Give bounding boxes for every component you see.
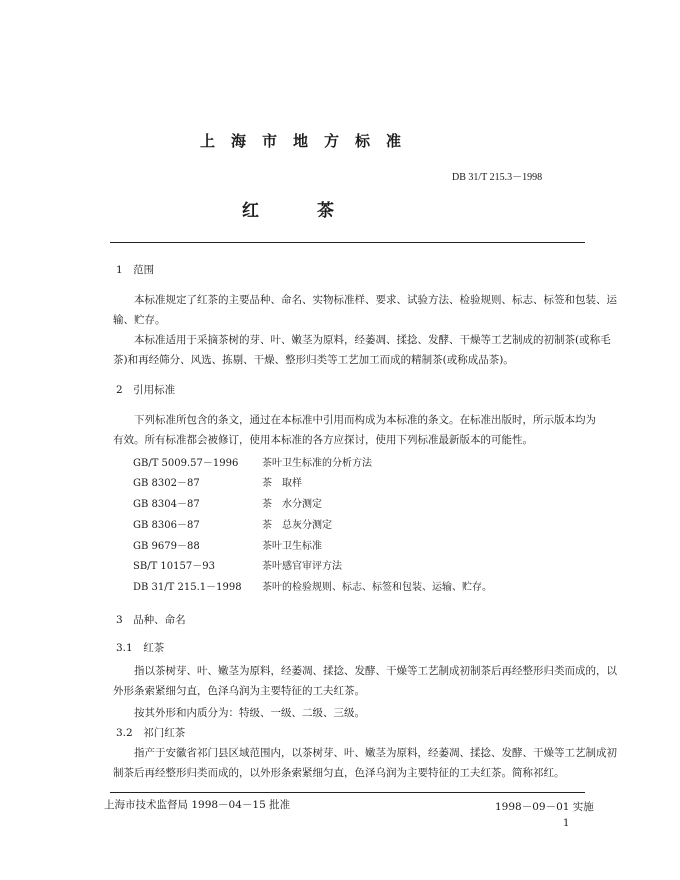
reference-name: 茶叶卫生标准的分析方法 [262,458,372,469]
section-3-1-heading: 3.1 红茶 [116,642,165,654]
standard-title: 上海市地方标准 [200,132,418,150]
reference-code: GB/T 5009.57－1996 [133,458,239,469]
reference-name: 茶 总灰分测定 [262,520,332,531]
effective-date: 1998－09－01 实施 [495,801,594,813]
section-3-1-para-2: 按其外形和内质分为：特级、一级、二级、三级。 [134,707,365,719]
page-number: 1 [563,818,570,829]
reference-code: GB 8302－87 [133,478,200,489]
standard-code: DB 31/T 215.3－1998 [452,172,543,183]
reference-code: DB 31/T 215.1－1998 [133,582,242,593]
reference-name: 茶叶卫生标准 [262,541,322,552]
reference-code: GB 9679－88 [133,541,200,552]
reference-name: 茶 水分测定 [262,499,322,510]
section-2-para-line-2: 有效。所有标准都会被修订，使用本标准的各方应探讨，使用下列标准最新版本的可能性。 [113,434,533,446]
reference-code: SB/T 10157－93 [133,561,215,572]
reference-code: GB 8306－87 [133,520,200,531]
reference-code: GB 8304－87 [133,499,200,510]
section-3-2-para-line-1: 指产于安徽省祁门县区域范围内，以茶树芽、叶、嫩茎为原料，经萎凋、揉捻、发酵、干燥等工艺制成初 [134,747,617,759]
section-1-heading: 1 范围 [116,264,155,276]
section-2-para-line-1: 下列标准所包含的条文，通过在本标准中引用而构成为本标准的条文。在标准出版时，所示版本均为 [134,414,596,426]
document-title: 红茶 [242,201,392,221]
section-3-1-para-1-line-1: 指以茶树芽、叶、嫩茎为原料，经萎凋、揉捻、发酵、干燥等工艺制成初制茶后再经整形归类而成的，以 [134,665,617,677]
reference-name: 茶 取样 [262,478,302,489]
section-1-para-2-line-1: 本标准适用于采摘茶树的芽、叶、嫩茎为原料，经萎凋、揉捻、发酵、干燥等工艺制成的初制茶(或称毛 [134,334,611,346]
issue-approval: 上海市技术监督局 1998－04－15 批准 [104,799,291,811]
reference-name: 茶叶感官审评方法 [262,561,342,572]
section-1-para-2-line-2: 茶)和再经筛分、风选、拣剔、干燥、整形归类等工艺加工而成的精制茶(或称成品茶)。 [113,354,514,366]
section-3-1-para-1-line-2: 外形条索紧细匀直，色泽乌润为主要特征的工夫红茶。 [113,685,365,697]
section-3-2-para-line-2: 制茶后再经整形归类而成的，以外形条索紧细匀直，色泽乌润为主要特征的工夫红茶。简称祁红。 [113,767,565,779]
footer-divider [110,792,585,793]
section-2-heading: 2 引用标准 [116,384,176,396]
header-divider [110,242,585,243]
section-1-para-1-line-2: 输、贮存。 [113,314,166,326]
reference-name: 茶叶的检验规则、标志、标签和包装、运输、贮存。 [262,582,492,593]
section-3-heading: 3 品种、命名 [116,614,186,626]
section-1-para-1-line-1: 本标准规定了红茶的主要品种、命名、实物标准样、要求、试验方法、检验规则、标志、标签和包装、运 [134,294,617,306]
section-3-2-heading: 3.2 祁门红茶 [116,727,186,739]
